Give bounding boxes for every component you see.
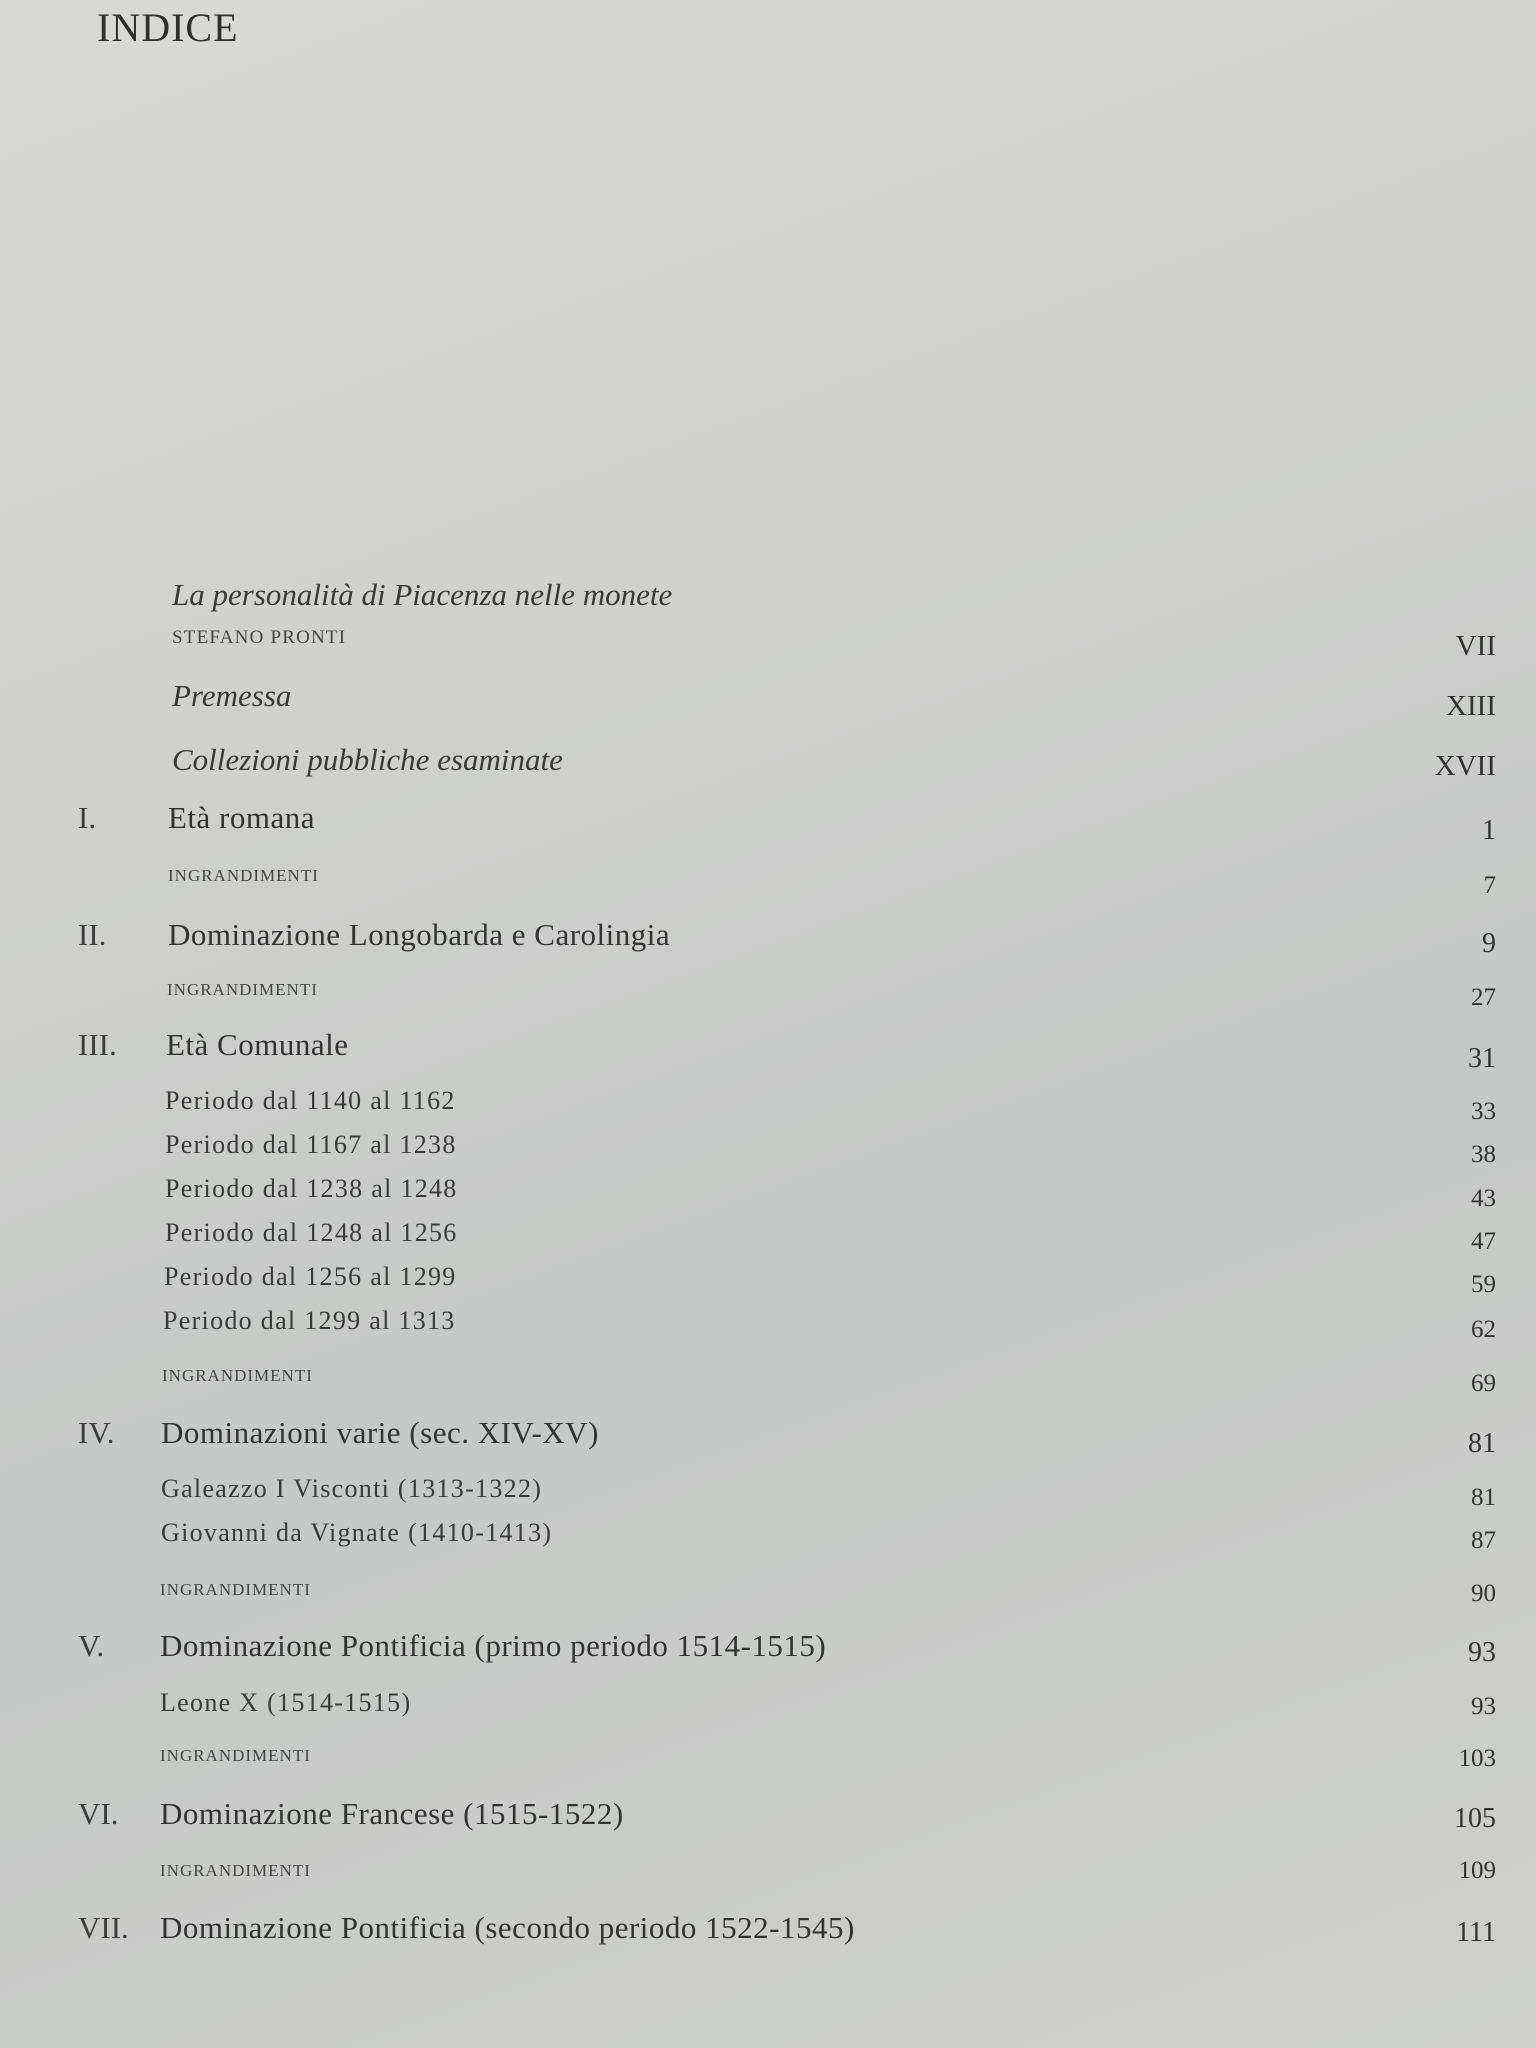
toc-page-number: 33 — [1471, 1098, 1496, 1125]
toc-page-number: 90 — [1471, 1580, 1496, 1607]
chapter-title: Dominazione Francese (1515-1522) — [160, 1796, 624, 1831]
chapter-numeral: VII. — [78, 1910, 129, 1945]
section-title: Giovanni da Vignate (1410-1413) — [161, 1518, 553, 1547]
section-title: Periodo dal 1256 al 1299 — [164, 1262, 457, 1291]
toc-page-number: 27 — [1471, 984, 1496, 1011]
toc-page-number: 38 — [1471, 1141, 1496, 1168]
toc-front-label: La personalità di Piacenza nelle monete — [172, 577, 673, 612]
toc-page-number: 93 — [1468, 1637, 1496, 1668]
chapter-numeral: VI. — [78, 1796, 119, 1831]
enlargements-label: INGRANDIMENTI — [162, 1366, 313, 1385]
section-title: Leone X (1514-1515) — [160, 1688, 412, 1717]
chapter-numeral: IV. — [78, 1415, 115, 1450]
toc-page-number: XVII — [1434, 750, 1496, 782]
toc-page-number: 47 — [1471, 1228, 1496, 1255]
toc-page-number: 7 — [1483, 872, 1496, 899]
section-title: Periodo dal 1140 al 1162 — [165, 1086, 456, 1115]
toc-page-number: 1 — [1482, 815, 1496, 846]
toc-front-label: Collezioni pubbliche esaminate — [172, 742, 563, 777]
enlargements-label: INGRANDIMENTI — [168, 866, 319, 885]
toc-page-number: 9 — [1482, 928, 1496, 959]
toc-page-number: 69 — [1471, 1370, 1496, 1397]
toc-page-number: 105 — [1454, 1803, 1496, 1834]
toc-page-number: 103 — [1458, 1745, 1496, 1772]
section-title: Periodo dal 1248 al 1256 — [165, 1218, 458, 1247]
chapter-title: Età romana — [168, 800, 316, 835]
toc-page-number: 31 — [1468, 1043, 1496, 1074]
chapter-numeral: III. — [78, 1027, 117, 1062]
toc-page-number: 81 — [1468, 1428, 1496, 1459]
toc-page-number: XIII — [1446, 690, 1496, 722]
toc-page-number: 111 — [1456, 1917, 1496, 1948]
section-title: Periodo dal 1238 al 1248 — [165, 1174, 458, 1203]
chapter-numeral: II. — [78, 917, 107, 952]
page-title: INDICE — [97, 5, 239, 50]
toc-page-number: 43 — [1471, 1185, 1496, 1212]
chapter-title: Dominazione Longobarda e Carolingia — [168, 917, 671, 952]
section-title: Periodo dal 1167 al 1238 — [165, 1130, 457, 1159]
toc-page-number: 62 — [1471, 1316, 1496, 1343]
section-title: Galeazzo I Visconti (1313-1322) — [161, 1474, 543, 1503]
enlargements-label: INGRANDIMENTI — [160, 1580, 311, 1599]
chapter-numeral: V. — [78, 1628, 105, 1663]
toc-page-number: 87 — [1471, 1527, 1496, 1554]
toc-page-number: 59 — [1471, 1271, 1496, 1298]
toc-front-label: Premessa — [172, 678, 292, 713]
toc-page-number: VII — [1455, 630, 1496, 662]
section-title: Periodo dal 1299 al 1313 — [163, 1306, 456, 1335]
enlargements-label: INGRANDIMENTI — [167, 980, 318, 999]
chapter-title: Dominazione Pontificia (primo periodo 1514-1515) — [160, 1628, 827, 1663]
toc-author: STEFANO PRONTI — [172, 627, 347, 648]
toc-page-number: 81 — [1471, 1484, 1496, 1511]
enlargements-label: INGRANDIMENTI — [160, 1861, 311, 1880]
chapter-title: Dominazione Pontificia (secondo periodo 1522-1545) — [160, 1910, 855, 1945]
toc-page-number: 109 — [1458, 1857, 1496, 1884]
chapter-title: Dominazioni varie (sec. XIV-XV) — [161, 1415, 599, 1450]
toc-page-number: 93 — [1471, 1693, 1496, 1720]
chapter-numeral: I. — [78, 800, 97, 835]
chapter-title: Età Comunale — [166, 1027, 349, 1062]
enlargements-label: INGRANDIMENTI — [160, 1746, 311, 1765]
